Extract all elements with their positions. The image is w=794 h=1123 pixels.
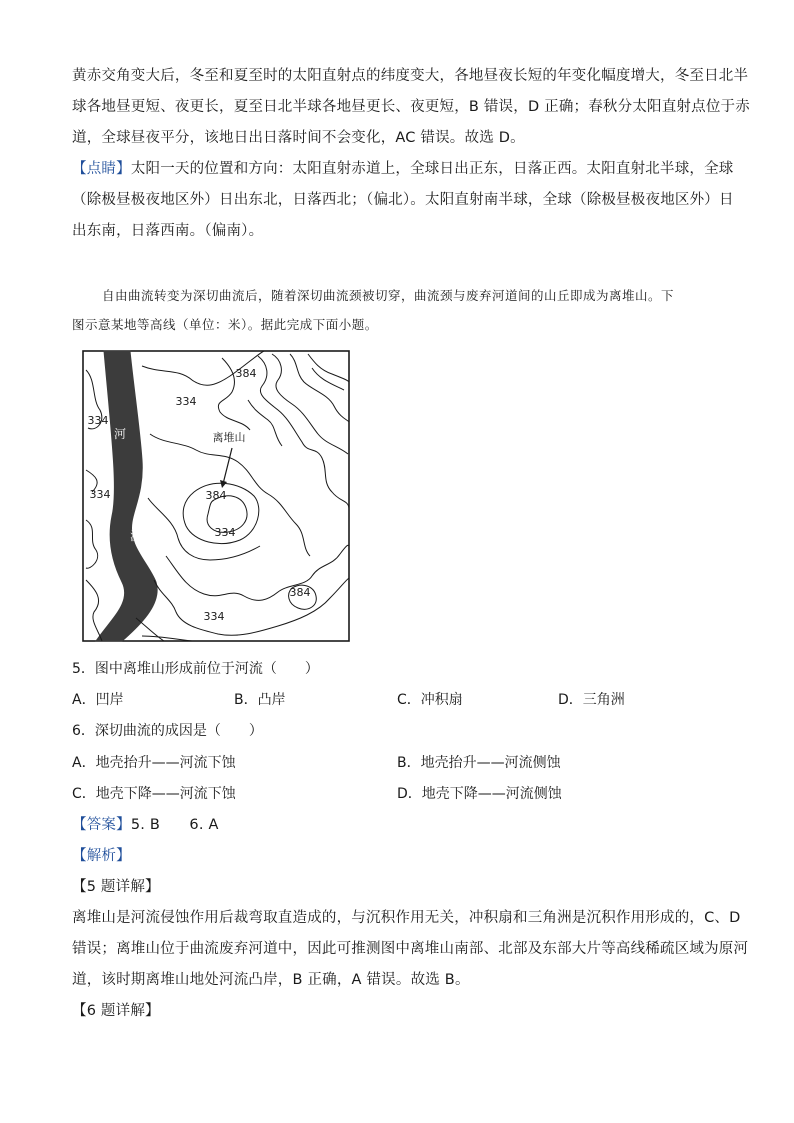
answer-text: 5. B 6. A: [130, 817, 219, 833]
prev-answer-line-1: 黄赤交角变大后，冬至和夏至时的太阳直射点的纬度变大，各地昼夜长短的年变化幅度增大，冬至日北半: [72, 68, 749, 84]
contour-label-8: 334: [203, 610, 225, 623]
tip-line-2: （除极昼极夜地区外）日出东北，日落西北；（偏北）。太阳直射南半球，全球（除极昼极夜地区外）日: [72, 192, 734, 208]
intro-line-2: 图示意某地等高线（单位：米）。据此完成下面小题。: [72, 317, 378, 332]
detail5-line-3: 道，该时期离堆山地处河流凸岸，B 正确，A 错误。故选 B。: [72, 972, 470, 988]
river-label-2: 流: [129, 529, 143, 543]
q6-option-b: B．地壳抬升——河流侧蚀: [397, 755, 561, 771]
q5-option-d: D．三角洲: [558, 692, 625, 708]
q5-stem: 5．图中离堆山形成前位于河流（ ）: [72, 661, 319, 677]
contour-label-4: 334: [89, 488, 111, 501]
q6-option-a: A．地壳抬升——河流下蚀: [72, 755, 236, 771]
intro-line-1: 自由曲流转变为深切曲流后，随着深切曲流颈被切穿，曲流颈与废弃河道间的山丘即成为离堆山。下: [102, 288, 675, 303]
tip-line-1: [72, 159, 734, 179]
contour-label-3: 334: [87, 414, 109, 427]
detail5-line-2: 错误；离堆山位于曲流废弃河道中，因此可推测图中离堆山南部、北部及东部大片等高线稀疏区域为原河: [72, 941, 749, 957]
q5-option-b: B．凸岸: [234, 692, 286, 708]
contour-label-2: 334: [175, 395, 197, 408]
feature-label: 离堆山: [212, 431, 246, 444]
tip-tag: 【点睛】: [72, 161, 131, 177]
contour-map: [82, 350, 350, 642]
tip-text-1: 太阳一天的位置和方向：太阳直射赤道上，全球日出正东，日落正西。太阳直射北半球，全球: [130, 161, 734, 177]
contour-label-7: 384: [289, 586, 311, 599]
analysis-tag: 【解析】: [72, 848, 131, 864]
contour-label-5: 384: [205, 489, 227, 502]
q6-option-c: C．地壳下降——河流下蚀: [72, 786, 236, 802]
q6-option-d: D．地壳下降——河流侧蚀: [397, 786, 562, 802]
answer-line: [72, 815, 219, 835]
detail5-tag: 【5 题详解】: [72, 879, 160, 895]
detail6-tag: 【6 题详解】: [72, 1003, 160, 1019]
answer-tag: 【答案】: [72, 817, 131, 833]
tip-line-3: 出东南，日落西南。（偏南）。: [72, 223, 264, 239]
prev-answer-line-2: 球各地昼更短、夜更长，夏至日北半球各地昼更长、夜更短，B 错误，D 正确；春秋分太阳直射点位于赤: [72, 99, 750, 115]
contour-label-6: 334: [214, 526, 236, 539]
q5-option-a: A．凹岸: [72, 692, 124, 708]
prev-answer-line-3: 道，全球昼夜平分，该地日出日落时间不会变化，AC 错误。故选 D。: [72, 130, 525, 146]
q5-option-c: C．冲积扇: [397, 692, 463, 708]
detail5-line-1: 离堆山是河流侵蚀作用后裁弯取直造成的，与沉积作用无关，冲积扇和三角洲是沉积作用形成的，C、D: [72, 910, 741, 926]
river-label-1: 河: [113, 427, 127, 441]
q6-stem: 6．深切曲流的成因是（ ）: [72, 723, 263, 739]
contour-label-1: 384: [235, 367, 257, 380]
